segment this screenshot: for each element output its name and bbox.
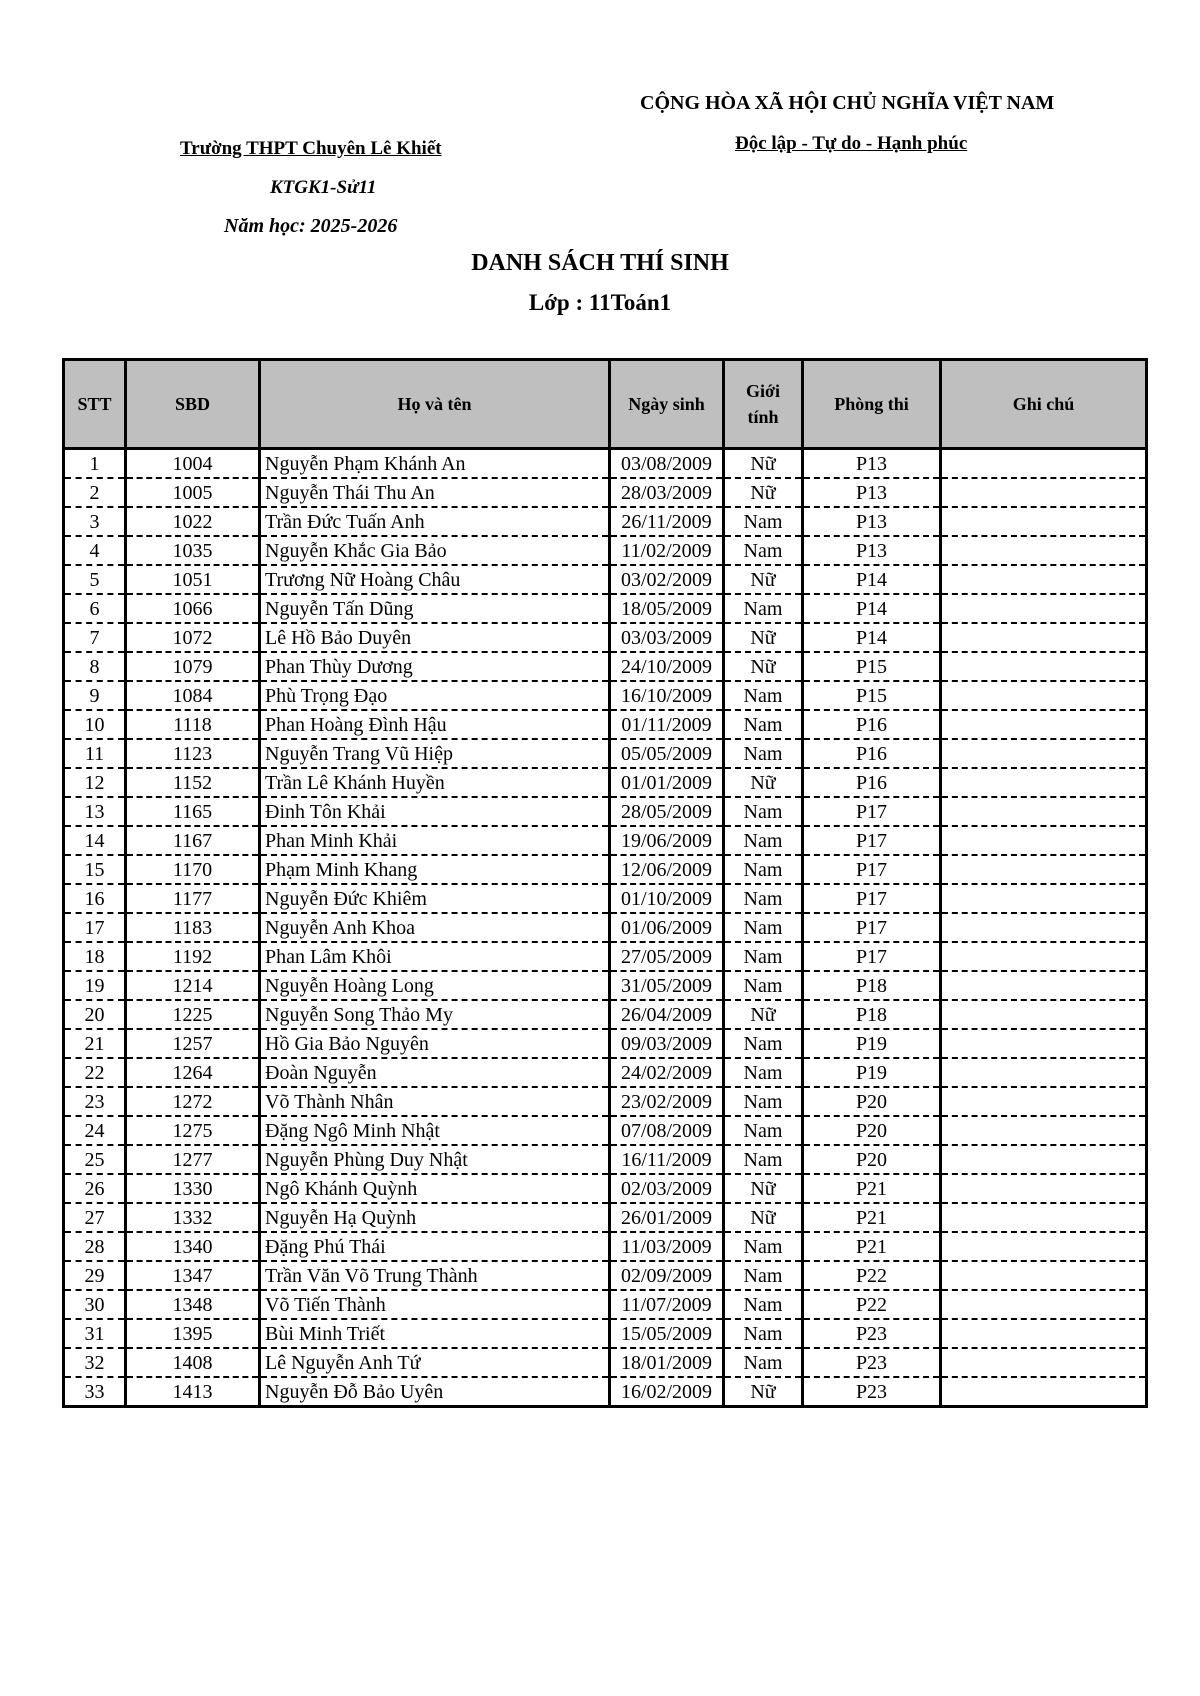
cell-sbd: 1079	[126, 652, 260, 681]
cell-sex: Nữ	[724, 565, 803, 594]
cell-name: Nguyễn Phùng Duy Nhật	[260, 1145, 610, 1174]
cell-note	[941, 1058, 1147, 1087]
cell-sex: Nam	[724, 1261, 803, 1290]
column-header-note: Ghi chú	[941, 360, 1147, 449]
cell-sex: Nam	[724, 1087, 803, 1116]
cell-room: P17	[803, 913, 941, 942]
cell-name: Nguyễn Song Thảo My	[260, 1000, 610, 1029]
cell-room: P21	[803, 1203, 941, 1232]
cell-room: P19	[803, 1029, 941, 1058]
cell-note	[941, 478, 1147, 507]
cell-name: Phan Hoàng Đình Hậu	[260, 710, 610, 739]
cell-stt: 17	[64, 913, 126, 942]
cell-dob: 03/02/2009	[610, 565, 724, 594]
cell-sex: Nam	[724, 913, 803, 942]
table-row	[64, 1174, 1147, 1203]
cell-note	[941, 710, 1147, 739]
column-header-dob: Ngày sinh	[610, 360, 724, 449]
cell-room: P22	[803, 1261, 941, 1290]
cell-room: P17	[803, 797, 941, 826]
cell-name: Ngô Khánh Quỳnh	[260, 1174, 610, 1203]
cell-room: P20	[803, 1145, 941, 1174]
cell-name: Phù Trọng Đạo	[260, 681, 610, 710]
cell-dob: 18/05/2009	[610, 594, 724, 623]
cell-name: Bùi Minh Triết	[260, 1319, 610, 1348]
cell-sbd: 1408	[126, 1348, 260, 1377]
cell-sbd: 1072	[126, 623, 260, 652]
cell-sex: Nam	[724, 971, 803, 1000]
cell-dob: 28/05/2009	[610, 797, 724, 826]
cell-sbd: 1177	[126, 884, 260, 913]
table-body	[64, 449, 1147, 1407]
cell-sex: Nam	[724, 1145, 803, 1174]
cell-sbd: 1123	[126, 739, 260, 768]
cell-sbd: 1167	[126, 826, 260, 855]
cell-stt: 21	[64, 1029, 126, 1058]
cell-room: P22	[803, 1290, 941, 1319]
cell-dob: 31/05/2009	[610, 971, 724, 1000]
cell-dob: 01/10/2009	[610, 884, 724, 913]
cell-note	[941, 1377, 1147, 1407]
cell-name: Phạm Minh Khang	[260, 855, 610, 884]
cell-sex: Nam	[724, 536, 803, 565]
cell-dob: 28/03/2009	[610, 478, 724, 507]
cell-room: P13	[803, 536, 941, 565]
table-row	[64, 826, 1147, 855]
cell-dob: 26/11/2009	[610, 507, 724, 536]
cell-sex: Nam	[724, 1116, 803, 1145]
cell-room: P17	[803, 884, 941, 913]
table-row	[64, 478, 1147, 507]
table-row	[64, 797, 1147, 826]
cell-sex: Nữ	[724, 1203, 803, 1232]
cell-sbd: 1225	[126, 1000, 260, 1029]
cell-dob: 15/05/2009	[610, 1319, 724, 1348]
cell-stt: 24	[64, 1116, 126, 1145]
cell-name: Nguyễn Đỗ Bảo Uyên	[260, 1377, 610, 1407]
cell-sbd: 1165	[126, 797, 260, 826]
cell-stt: 25	[64, 1145, 126, 1174]
cell-name: Nguyễn Anh Khoa	[260, 913, 610, 942]
table-row	[64, 507, 1147, 536]
cell-dob: 02/03/2009	[610, 1174, 724, 1203]
cell-note	[941, 681, 1147, 710]
table-row	[64, 1058, 1147, 1087]
cell-name: Lê Hồ Bảo Duyên	[260, 623, 610, 652]
column-header-name: Họ và tên	[260, 360, 610, 449]
cell-dob: 24/10/2009	[610, 652, 724, 681]
cell-dob: 01/06/2009	[610, 913, 724, 942]
table-row	[64, 565, 1147, 594]
cell-name: Hồ Gia Bảo Nguyên	[260, 1029, 610, 1058]
table-row	[64, 1377, 1147, 1407]
cell-sex: Nam	[724, 1319, 803, 1348]
cell-room: P23	[803, 1319, 941, 1348]
table-row	[64, 710, 1147, 739]
cell-room: P14	[803, 594, 941, 623]
cell-sex: Nữ	[724, 1000, 803, 1029]
cell-sex: Nam	[724, 710, 803, 739]
cell-dob: 01/11/2009	[610, 710, 724, 739]
cell-stt: 32	[64, 1348, 126, 1377]
cell-room: P18	[803, 1000, 941, 1029]
table-row	[64, 449, 1147, 479]
cell-sex: Nam	[724, 942, 803, 971]
cell-note	[941, 942, 1147, 971]
cell-stt: 23	[64, 1087, 126, 1116]
cell-name: Võ Thành Nhân	[260, 1087, 610, 1116]
table-header	[64, 360, 1147, 449]
cell-note	[941, 826, 1147, 855]
cell-sex: Nam	[724, 855, 803, 884]
cell-note	[941, 1116, 1147, 1145]
cell-room: P16	[803, 768, 941, 797]
cell-sex: Nam	[724, 1232, 803, 1261]
cell-stt: 16	[64, 884, 126, 913]
cell-name: Lê Nguyễn Anh Tứ	[260, 1348, 610, 1377]
cell-stt: 26	[64, 1174, 126, 1203]
cell-note	[941, 536, 1147, 565]
cell-dob: 09/03/2009	[610, 1029, 724, 1058]
cell-sbd: 1257	[126, 1029, 260, 1058]
cell-dob: 27/05/2009	[610, 942, 724, 971]
list-title: DANH SÁCH THÍ SINH	[471, 250, 729, 276]
cell-name: Phan Minh Khải	[260, 826, 610, 855]
cell-dob: 11/07/2009	[610, 1290, 724, 1319]
cell-dob: 03/08/2009	[610, 449, 724, 479]
candidate-table	[62, 358, 1148, 1408]
cell-sex: Nam	[724, 826, 803, 855]
cell-dob: 11/03/2009	[610, 1232, 724, 1261]
table-row	[64, 739, 1147, 768]
cell-note	[941, 1145, 1147, 1174]
cell-note	[941, 1261, 1147, 1290]
cell-room: P16	[803, 739, 941, 768]
cell-stt: 2	[64, 478, 126, 507]
cell-room: P20	[803, 1087, 941, 1116]
cell-room: P15	[803, 652, 941, 681]
cell-sex: Nữ	[724, 1174, 803, 1203]
cell-sex: Nữ	[724, 478, 803, 507]
cell-sbd: 1340	[126, 1232, 260, 1261]
cell-sex: Nam	[724, 1058, 803, 1087]
cell-stt: 30	[64, 1290, 126, 1319]
table-row	[64, 652, 1147, 681]
cell-room: P14	[803, 565, 941, 594]
column-header-sex-line2: tính	[747, 407, 779, 427]
cell-dob: 07/08/2009	[610, 1116, 724, 1145]
cell-note	[941, 1232, 1147, 1261]
cell-note	[941, 449, 1147, 479]
table-row	[64, 913, 1147, 942]
cell-dob: 16/11/2009	[610, 1145, 724, 1174]
cell-name: Trần Lê Khánh Huyền	[260, 768, 610, 797]
cell-stt: 10	[64, 710, 126, 739]
cell-sex: Nam	[724, 884, 803, 913]
cell-sbd: 1170	[126, 855, 260, 884]
table-row	[64, 1116, 1147, 1145]
table-row	[64, 681, 1147, 710]
cell-note	[941, 1290, 1147, 1319]
cell-stt: 13	[64, 797, 126, 826]
cell-note	[941, 855, 1147, 884]
cell-room: P13	[803, 449, 941, 479]
cell-room: P17	[803, 826, 941, 855]
cell-sex: Nữ	[724, 449, 803, 479]
cell-sex: Nam	[724, 681, 803, 710]
cell-note	[941, 971, 1147, 1000]
cell-note	[941, 768, 1147, 797]
cell-stt: 5	[64, 565, 126, 594]
cell-sex: Nam	[724, 739, 803, 768]
cell-sbd: 1347	[126, 1261, 260, 1290]
cell-sex: Nam	[724, 1348, 803, 1377]
column-header-stt: STT	[64, 360, 126, 449]
cell-dob: 11/02/2009	[610, 536, 724, 565]
cell-room: P18	[803, 971, 941, 1000]
cell-room: P13	[803, 507, 941, 536]
cell-room: P19	[803, 1058, 941, 1087]
cell-stt: 7	[64, 623, 126, 652]
column-header-sex-line1: Giới	[746, 381, 780, 401]
cell-sex: Nam	[724, 797, 803, 826]
cell-sex: Nam	[724, 594, 803, 623]
cell-stt: 31	[64, 1319, 126, 1348]
cell-stt: 8	[64, 652, 126, 681]
cell-stt: 9	[64, 681, 126, 710]
cell-room: P16	[803, 710, 941, 739]
cell-sbd: 1332	[126, 1203, 260, 1232]
cell-sbd: 1275	[126, 1116, 260, 1145]
table-row	[64, 594, 1147, 623]
cell-sbd: 1214	[126, 971, 260, 1000]
table-row	[64, 942, 1147, 971]
school-year: Năm học: 2025-2026	[224, 215, 398, 237]
cell-name: Nguyễn Phạm Khánh An	[260, 449, 610, 479]
table-row	[64, 536, 1147, 565]
cell-stt: 20	[64, 1000, 126, 1029]
column-header-room: Phòng thi	[803, 360, 941, 449]
candidate-table-wrapper	[62, 358, 1145, 1408]
cell-dob: 02/09/2009	[610, 1261, 724, 1290]
cell-sbd: 1264	[126, 1058, 260, 1087]
cell-dob: 01/01/2009	[610, 768, 724, 797]
cell-room: P13	[803, 478, 941, 507]
cell-note	[941, 739, 1147, 768]
cell-room: P23	[803, 1348, 941, 1377]
cell-name: Đặng Phú Thái	[260, 1232, 610, 1261]
table-row	[64, 1203, 1147, 1232]
cell-room: P14	[803, 623, 941, 652]
table-row	[64, 1029, 1147, 1058]
cell-sbd: 1330	[126, 1174, 260, 1203]
cell-sbd: 1022	[126, 507, 260, 536]
cell-dob: 26/01/2009	[610, 1203, 724, 1232]
cell-room: P15	[803, 681, 941, 710]
cell-dob: 03/03/2009	[610, 623, 724, 652]
cell-note	[941, 1348, 1147, 1377]
table-row	[64, 855, 1147, 884]
cell-sex: Nữ	[724, 1377, 803, 1407]
cell-room: P23	[803, 1377, 941, 1407]
table-row	[64, 1319, 1147, 1348]
cell-note	[941, 652, 1147, 681]
cell-note	[941, 623, 1147, 652]
cell-sex: Nam	[724, 1290, 803, 1319]
cell-note	[941, 1000, 1147, 1029]
cell-name: Nguyễn Khắc Gia Bảo	[260, 536, 610, 565]
cell-note	[941, 884, 1147, 913]
cell-room: P21	[803, 1232, 941, 1261]
cell-dob: 24/02/2009	[610, 1058, 724, 1087]
column-header-sex	[724, 360, 803, 449]
cell-sbd: 1183	[126, 913, 260, 942]
cell-stt: 4	[64, 536, 126, 565]
cell-sbd: 1192	[126, 942, 260, 971]
table-row	[64, 1290, 1147, 1319]
cell-stt: 15	[64, 855, 126, 884]
cell-name: Đặng Ngô Minh Nhật	[260, 1116, 610, 1145]
national-motto: Độc lập - Tự do - Hạnh phúc	[735, 133, 968, 154]
cell-stt: 22	[64, 1058, 126, 1087]
cell-stt: 19	[64, 971, 126, 1000]
cell-dob: 19/06/2009	[610, 826, 724, 855]
cell-sex: Nữ	[724, 768, 803, 797]
table-row	[64, 1232, 1147, 1261]
cell-name: Nguyễn Thái Thu An	[260, 478, 610, 507]
cell-stt: 6	[64, 594, 126, 623]
cell-sex: Nữ	[724, 652, 803, 681]
school-name: Trường THPT Chuyên Lê Khiết	[180, 138, 442, 159]
cell-note	[941, 594, 1147, 623]
table-row	[64, 1348, 1147, 1377]
cell-stt: 27	[64, 1203, 126, 1232]
cell-stt: 33	[64, 1377, 126, 1407]
table-row	[64, 623, 1147, 652]
cell-name: Phan Lâm Khôi	[260, 942, 610, 971]
table-header-row	[64, 360, 1147, 449]
cell-sbd: 1051	[126, 565, 260, 594]
cell-sbd: 1152	[126, 768, 260, 797]
cell-sex: Nam	[724, 1029, 803, 1058]
table-row	[64, 1145, 1147, 1174]
cell-stt: 3	[64, 507, 126, 536]
cell-dob: 16/10/2009	[610, 681, 724, 710]
cell-sbd: 1035	[126, 536, 260, 565]
cell-sbd: 1272	[126, 1087, 260, 1116]
cell-note	[941, 1087, 1147, 1116]
cell-dob: 23/02/2009	[610, 1087, 724, 1116]
cell-sbd: 1118	[126, 710, 260, 739]
cell-dob: 12/06/2009	[610, 855, 724, 884]
cell-note	[941, 565, 1147, 594]
cell-sbd: 1348	[126, 1290, 260, 1319]
class-label: Lớp : 11Toán1	[528, 290, 672, 315]
cell-name: Nguyễn Trang Vũ Hiệp	[260, 739, 610, 768]
cell-note	[941, 1174, 1147, 1203]
table-row	[64, 1261, 1147, 1290]
cell-dob: 26/04/2009	[610, 1000, 724, 1029]
cell-name: Nguyễn Tấn Dũng	[260, 594, 610, 623]
cell-stt: 11	[64, 739, 126, 768]
cell-sbd: 1084	[126, 681, 260, 710]
cell-name: Trương Nữ Hoàng Châu	[260, 565, 610, 594]
cell-note	[941, 1029, 1147, 1058]
table-row	[64, 884, 1147, 913]
cell-note	[941, 1203, 1147, 1232]
cell-name: Đinh Tôn Khải	[260, 797, 610, 826]
cell-room: P17	[803, 942, 941, 971]
cell-name: Nguyễn Hạ Quỳnh	[260, 1203, 610, 1232]
cell-sbd: 1277	[126, 1145, 260, 1174]
cell-stt: 28	[64, 1232, 126, 1261]
cell-stt: 1	[64, 449, 126, 479]
cell-name: Nguyễn Hoàng Long	[260, 971, 610, 1000]
exam-code: KTGK1-Sử11	[270, 177, 377, 198]
cell-note	[941, 1319, 1147, 1348]
cell-name: Trần Đức Tuấn Anh	[260, 507, 610, 536]
cell-sbd: 1005	[126, 478, 260, 507]
cell-dob: 05/05/2009	[610, 739, 724, 768]
cell-name: Đoàn Nguyễn	[260, 1058, 610, 1087]
cell-sbd: 1066	[126, 594, 260, 623]
cell-sex: Nam	[724, 507, 803, 536]
cell-name: Phan Thùy Dương	[260, 652, 610, 681]
table-row	[64, 971, 1147, 1000]
cell-note	[941, 797, 1147, 826]
cell-sbd: 1413	[126, 1377, 260, 1407]
cell-name: Trần Văn Võ Trung Thành	[260, 1261, 610, 1290]
cell-room: P21	[803, 1174, 941, 1203]
cell-sbd: 1395	[126, 1319, 260, 1348]
nation-title: CỘNG HÒA XÃ HỘI CHỦ NGHĨA VIỆT NAM	[640, 92, 1055, 114]
cell-note	[941, 913, 1147, 942]
cell-stt: 18	[64, 942, 126, 971]
cell-stt: 12	[64, 768, 126, 797]
table-row	[64, 768, 1147, 797]
cell-sbd: 1004	[126, 449, 260, 479]
cell-stt: 14	[64, 826, 126, 855]
cell-name: Võ Tiến Thành	[260, 1290, 610, 1319]
table-row	[64, 1087, 1147, 1116]
cell-stt: 29	[64, 1261, 126, 1290]
table-row	[64, 1000, 1147, 1029]
cell-name: Nguyễn Đức Khiêm	[260, 884, 610, 913]
cell-note	[941, 507, 1147, 536]
cell-dob: 18/01/2009	[610, 1348, 724, 1377]
cell-dob: 16/02/2009	[610, 1377, 724, 1407]
cell-room: P20	[803, 1116, 941, 1145]
column-header-sbd: SBD	[126, 360, 260, 449]
cell-room: P17	[803, 855, 941, 884]
cell-sex: Nữ	[724, 623, 803, 652]
